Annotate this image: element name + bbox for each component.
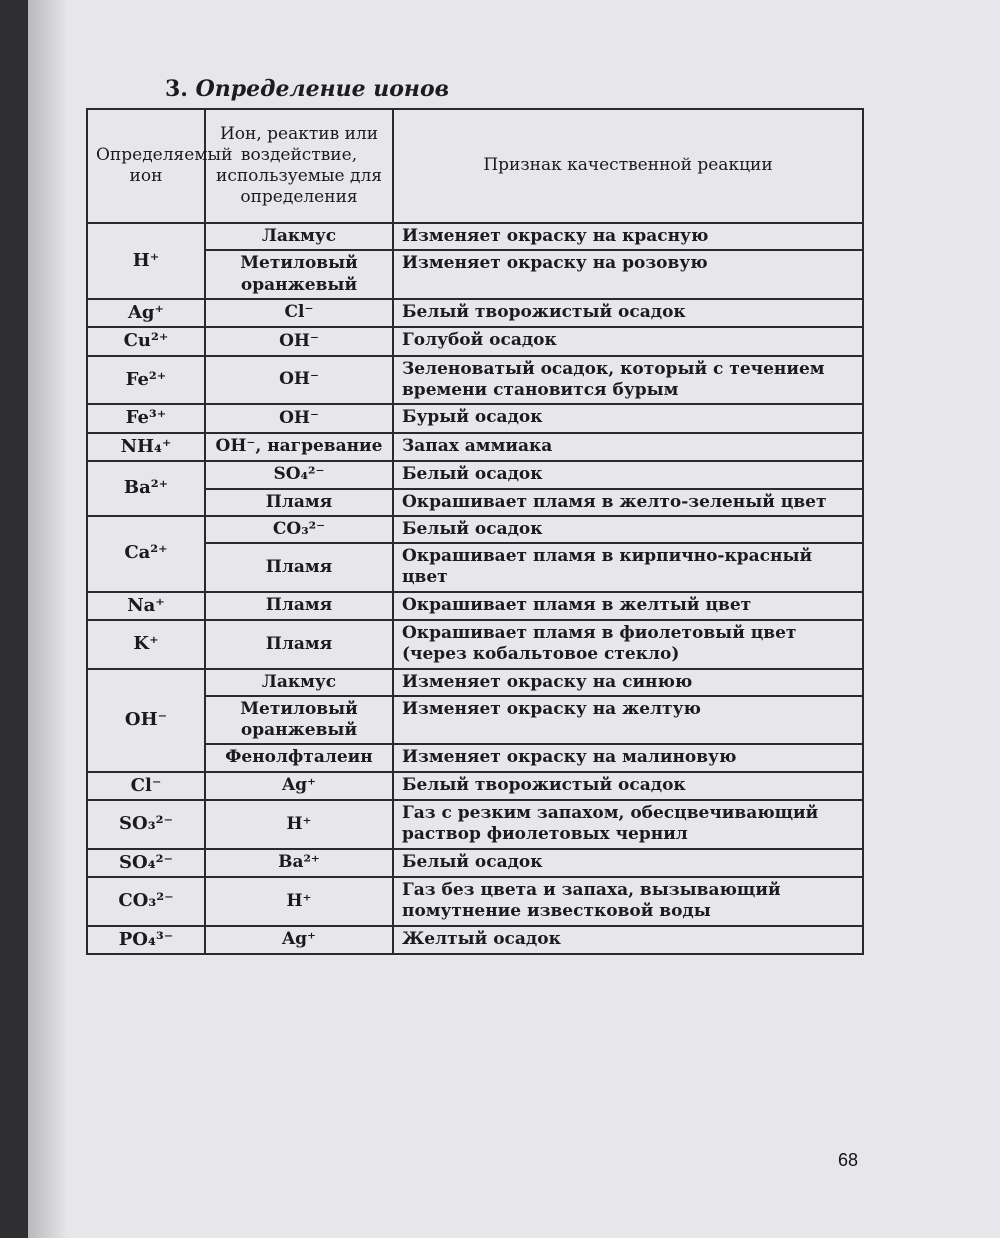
reagent-cell: OH⁻	[205, 356, 393, 405]
sign-cell: Газ с резким запахом, обесцвечивающий раствор фиолетовых чернил	[393, 800, 863, 849]
ion-cell: K⁺	[87, 620, 205, 669]
sign-cell: Изменяет окраску на красную	[393, 223, 863, 250]
sign-cell: Желтый осадок	[393, 926, 863, 955]
table-row	[87, 404, 863, 433]
section-number: 3.	[165, 76, 188, 102]
table-row	[87, 516, 863, 543]
sign-cell: Белый осадок	[393, 849, 863, 878]
sign-cell: Белый творожистый осадок	[393, 299, 863, 328]
header-sign: Признак качественной реакции	[393, 109, 863, 223]
reagent-cell: H⁺	[205, 877, 393, 926]
table-row	[87, 772, 863, 801]
ion-cell: CO₃²⁻	[87, 877, 205, 926]
page-number: 68	[838, 1150, 859, 1170]
sign-cell: Белый осадок	[393, 516, 863, 543]
table-row	[87, 223, 863, 250]
reagent-cell: Ag⁺	[205, 772, 393, 801]
sign-cell: Изменяет окраску на синюю	[393, 669, 863, 696]
sign-cell: Изменяет окраску на малиновую	[393, 744, 863, 771]
ion-cell: Cl⁻	[87, 772, 205, 801]
sign-cell: Газ без цвета и запаха, вызывающий помутнение известковой воды	[393, 877, 863, 926]
table-row	[87, 356, 863, 405]
table-row	[87, 433, 863, 462]
table-row	[87, 926, 863, 955]
table-row	[87, 299, 863, 328]
table-row	[87, 849, 863, 878]
ion-cell: SO₄²⁻	[87, 849, 205, 878]
table-header-row	[87, 109, 863, 223]
reagent-cell: Лакмус	[205, 223, 393, 250]
table-row	[87, 620, 863, 669]
reagent-cell: Метиловый оранжевый	[205, 696, 393, 745]
sign-cell: Белый осадок	[393, 461, 863, 488]
table-row	[87, 327, 863, 356]
ion-cell: Ba²⁺	[87, 461, 205, 516]
ion-cell: Ca²⁺	[87, 516, 205, 592]
ion-cell: H⁺	[87, 223, 205, 299]
ion-cell: NH₄⁺	[87, 433, 205, 462]
table-row	[87, 592, 863, 621]
ion-cell: Fe²⁺	[87, 356, 205, 405]
ion-cell: Ag⁺	[87, 299, 205, 328]
ion-cell: Fe³⁺	[87, 404, 205, 433]
sign-cell: Окрашивает пламя в желто-зеленый цвет	[393, 489, 863, 516]
table-row	[87, 461, 863, 488]
reagent-cell: SO₄²⁻	[205, 461, 393, 488]
reagent-cell: Пламя	[205, 489, 393, 516]
ions-table	[86, 108, 864, 955]
reagent-cell: OH⁻	[205, 404, 393, 433]
reagent-cell: Пламя	[205, 620, 393, 669]
ion-cell: PO₄³⁻	[87, 926, 205, 955]
header-ion: Определяемый ион	[87, 109, 205, 223]
reagent-cell: OH⁻, нагревание	[205, 433, 393, 462]
reagent-cell: CO₃²⁻	[205, 516, 393, 543]
sign-cell: Бурый осадок	[393, 404, 863, 433]
sign-cell: Окрашивает пламя в желтый цвет	[393, 592, 863, 621]
ion-cell: OH⁻	[87, 669, 205, 772]
reagent-cell: Cl⁻	[205, 299, 393, 328]
table-row	[87, 669, 863, 696]
page-gutter-shadow	[28, 0, 68, 1238]
reagent-cell: Пламя	[205, 592, 393, 621]
reagent-cell: Метиловый оранжевый	[205, 250, 393, 299]
reagent-cell: OH⁻	[205, 327, 393, 356]
sign-cell: Окрашивает пламя в кирпично-красный цвет	[393, 543, 863, 592]
sign-cell: Изменяет окраску на розовую	[393, 250, 863, 299]
sign-cell: Белый творожистый осадок	[393, 772, 863, 801]
table-row	[87, 877, 863, 926]
header-reagent: Ион, реактив или воздействие, используемые для определения	[205, 109, 393, 223]
ion-cell: Cu²⁺	[87, 327, 205, 356]
reagent-cell: Ag⁺	[205, 926, 393, 955]
reagent-cell: Фенолфталеин	[205, 744, 393, 771]
sign-cell: Голубой осадок	[393, 327, 863, 356]
sign-cell: Зеленоватый осадок, который с течением времени становится бурым	[393, 356, 863, 405]
sign-cell: Изменяет окраску на желтую	[393, 696, 863, 745]
section-heading	[165, 76, 449, 102]
ion-cell: SO₃²⁻	[87, 800, 205, 849]
sign-cell: Запах аммиака	[393, 433, 863, 462]
section-title: Определение ионов	[195, 76, 450, 102]
table-row	[87, 800, 863, 849]
reagent-cell: Лакмус	[205, 669, 393, 696]
sign-cell: Окрашивает пламя в фиолетовый цвет (через кобальтовое стекло)	[393, 620, 863, 669]
reagent-cell: Ba²⁺	[205, 849, 393, 878]
reagent-cell: H⁺	[205, 800, 393, 849]
ion-cell: Na⁺	[87, 592, 205, 621]
reagent-cell: Пламя	[205, 543, 393, 592]
